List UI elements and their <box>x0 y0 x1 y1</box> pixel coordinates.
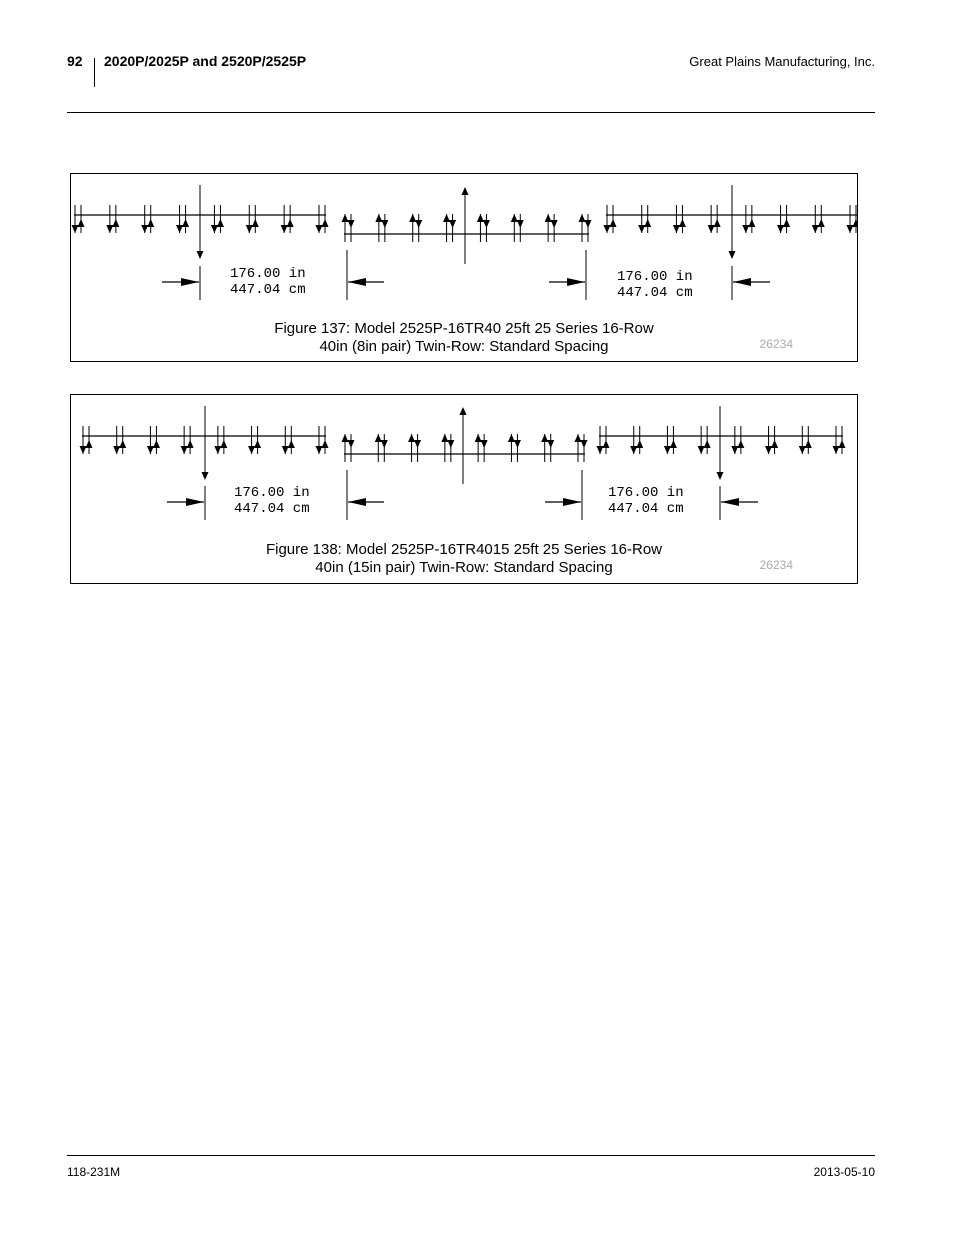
center-section-row-arrow <box>547 440 554 448</box>
center-centerline-arrow <box>462 187 469 195</box>
right-wing-row-arrow <box>833 446 840 454</box>
left-wing-row-arrow <box>119 440 126 448</box>
right-wing-row-arrow <box>630 446 637 454</box>
center-section-row-arrow <box>441 434 448 442</box>
center-section-row-arrow <box>481 440 488 448</box>
left-wing-row-arrow <box>220 440 227 448</box>
right-wing-row-arrow <box>636 440 643 448</box>
left-dim-arrow-b-head <box>348 498 366 506</box>
center-section-row-arrow <box>579 214 586 222</box>
right-wing-row-arrow <box>597 446 604 454</box>
center-section-row-arrow <box>447 440 454 448</box>
center-section-row-arrow <box>483 220 490 228</box>
right-wing-row-arrow <box>604 225 611 233</box>
center-section-row-arrow <box>551 220 558 228</box>
left-wing-row-arrow <box>316 225 323 233</box>
figure-137 <box>70 173 858 362</box>
right-wing-row-arrow <box>714 219 721 227</box>
left-wing-row-arrow <box>182 219 189 227</box>
caption-line-1: Figure 137: Model 2525P-16TR40 25ft 25 Series 16-Row <box>274 320 654 337</box>
right-wing-row-arrow <box>670 440 677 448</box>
right-wing-row-arrow <box>737 440 744 448</box>
left-wing-row-arrow <box>282 446 289 454</box>
center-section-row-arrow <box>381 440 388 448</box>
center-section-row-arrow <box>517 220 524 228</box>
right-wing-row-arrow <box>847 225 854 233</box>
right-wing-row-arrow <box>644 219 651 227</box>
left-wing-row-arrow <box>254 440 261 448</box>
left-wing-row-arrow <box>147 446 154 454</box>
manual-title: 2020P/2025P and 2520P/2525P <box>104 53 307 69</box>
figure-ref-number: 26234 <box>759 558 793 572</box>
right-wing-row-arrow <box>818 219 825 227</box>
figure-138 <box>70 394 858 584</box>
left-wing-row-arrow <box>252 219 259 227</box>
right-wing-row-arrow <box>610 219 617 227</box>
left-dim-arrow-a-head <box>186 498 204 506</box>
left-wing-row-arrow <box>248 446 255 454</box>
center-section-row-arrow <box>449 220 456 228</box>
center-section-row-arrow <box>477 214 484 222</box>
right-wing-row-arrow <box>839 440 846 448</box>
dimension-cm: 447.04 cm <box>617 285 693 301</box>
right-wing-row-arrow <box>731 446 738 454</box>
right-wing-row-arrow <box>704 440 711 448</box>
center-section-row-arrow <box>585 220 592 228</box>
header-rule <box>67 112 875 113</box>
left-dim-arrow-a-head <box>181 278 199 286</box>
dimension-inches: 176.00 in <box>617 269 693 285</box>
right-centerline-arrow <box>729 251 736 259</box>
left-wing-row-arrow <box>322 440 329 448</box>
left-wing-row-arrow <box>113 446 120 454</box>
center-section-row-arrow <box>475 434 482 442</box>
right-wing-row-arrow <box>742 225 749 233</box>
left-wing-row-arrow <box>80 446 87 454</box>
center-section-row-arrow <box>381 220 388 228</box>
caption-line-2: 40in (8in pair) Twin-Row: Standard Spacing <box>319 338 609 355</box>
left-wing-row-arrow <box>322 219 329 227</box>
right-dim-arrow-a-head <box>563 498 581 506</box>
left-centerline-arrow <box>197 251 204 259</box>
dimension-cm: 447.04 cm <box>234 501 310 517</box>
figure-caption <box>71 541 857 577</box>
center-centerline-arrow <box>460 407 467 415</box>
publication-date: 2013-05-10 <box>813 1165 875 1179</box>
right-dimension-label <box>608 485 684 517</box>
right-wing-row-arrow <box>708 225 715 233</box>
center-section-row-arrow <box>581 440 588 448</box>
center-section-row-arrow <box>575 434 582 442</box>
footer-rule <box>67 1155 875 1156</box>
right-wing-row-arrow <box>765 446 772 454</box>
right-dim-arrow-b-head <box>721 498 739 506</box>
right-wing-row-arrow <box>748 219 755 227</box>
center-section-row-arrow <box>511 214 518 222</box>
left-wing-row-arrow <box>288 440 295 448</box>
document-number: 118-231M <box>67 1165 121 1179</box>
figure-caption <box>71 320 857 356</box>
right-wing-row-arrow <box>638 225 645 233</box>
right-wing-row-arrow <box>777 225 784 233</box>
right-wing-row-arrow <box>771 440 778 448</box>
dimension-inches: 176.00 in <box>230 266 306 282</box>
center-section-row-arrow <box>545 214 552 222</box>
left-wing-row-arrow <box>316 446 323 454</box>
right-wing-row-arrow <box>603 440 610 448</box>
left-wing-row-arrow <box>187 440 194 448</box>
center-section-row-arrow <box>508 434 515 442</box>
right-dimension-label <box>617 269 693 301</box>
center-section-row-arrow <box>375 214 382 222</box>
left-wing-row-arrow <box>78 219 85 227</box>
left-dimension-label <box>230 266 306 298</box>
right-wing-row-arrow <box>673 225 680 233</box>
left-dim-arrow-b-head <box>348 278 366 286</box>
left-dimension-label <box>234 485 310 517</box>
figure-ref-number: 26234 <box>759 337 793 351</box>
center-section-row-arrow <box>443 214 450 222</box>
left-wing-row-arrow <box>86 440 93 448</box>
center-section-row-arrow <box>415 220 422 228</box>
left-centerline-arrow <box>202 472 209 480</box>
left-wing-row-arrow <box>141 225 148 233</box>
left-wing-row-arrow <box>153 440 160 448</box>
center-section-row-arrow <box>342 434 349 442</box>
center-section-row-arrow <box>375 434 382 442</box>
left-wing-row-arrow <box>181 446 188 454</box>
left-wing-row-arrow <box>214 446 221 454</box>
company-name: Great Plains Manufacturing, Inc. <box>689 54 875 69</box>
left-wing-row-arrow <box>246 225 253 233</box>
right-wing-row-arrow <box>853 219 859 227</box>
left-wing-row-arrow <box>176 225 183 233</box>
caption-line-1: Figure 138: Model 2525P-16TR4015 25ft 25 Series 16-Row <box>265 541 663 558</box>
dimension-cm: 447.04 cm <box>230 282 306 298</box>
center-section-row-arrow <box>541 434 548 442</box>
right-wing-row-arrow <box>812 225 819 233</box>
dimension-inches: 176.00 in <box>234 485 310 501</box>
right-wing-row-arrow <box>698 446 705 454</box>
left-wing-row-arrow <box>112 219 119 227</box>
left-wing-row-arrow <box>211 225 218 233</box>
caption-line-2: 40in (15in pair) Twin-Row: Standard Spacing <box>315 559 613 576</box>
left-wing-row-arrow <box>147 219 154 227</box>
center-section-row-arrow <box>342 214 349 222</box>
right-wing-row-arrow <box>664 446 671 454</box>
right-dim-arrow-b-head <box>733 278 751 286</box>
center-section-row-arrow <box>514 440 521 448</box>
right-wing-row-arrow <box>799 446 806 454</box>
center-section-row-arrow <box>414 440 421 448</box>
left-wing-row-arrow <box>72 225 79 233</box>
center-section-row-arrow <box>408 434 415 442</box>
dimension-cm: 447.04 cm <box>608 501 684 517</box>
header-divider <box>94 58 95 87</box>
left-wing-row-arrow <box>281 225 288 233</box>
left-wing-row-arrow <box>287 219 294 227</box>
center-section-row-arrow <box>348 220 355 228</box>
dimension-inches: 176.00 in <box>608 485 684 501</box>
right-centerline-arrow <box>717 472 724 480</box>
left-wing-row-arrow <box>106 225 113 233</box>
right-dim-arrow-a-head <box>567 278 585 286</box>
right-wing-row-arrow <box>805 440 812 448</box>
center-section-row-arrow <box>409 214 416 222</box>
right-wing-row-arrow <box>783 219 790 227</box>
center-section-row-arrow <box>348 440 355 448</box>
page-number: 92 <box>67 53 83 69</box>
left-wing-row-arrow <box>217 219 224 227</box>
right-wing-row-arrow <box>679 219 686 227</box>
